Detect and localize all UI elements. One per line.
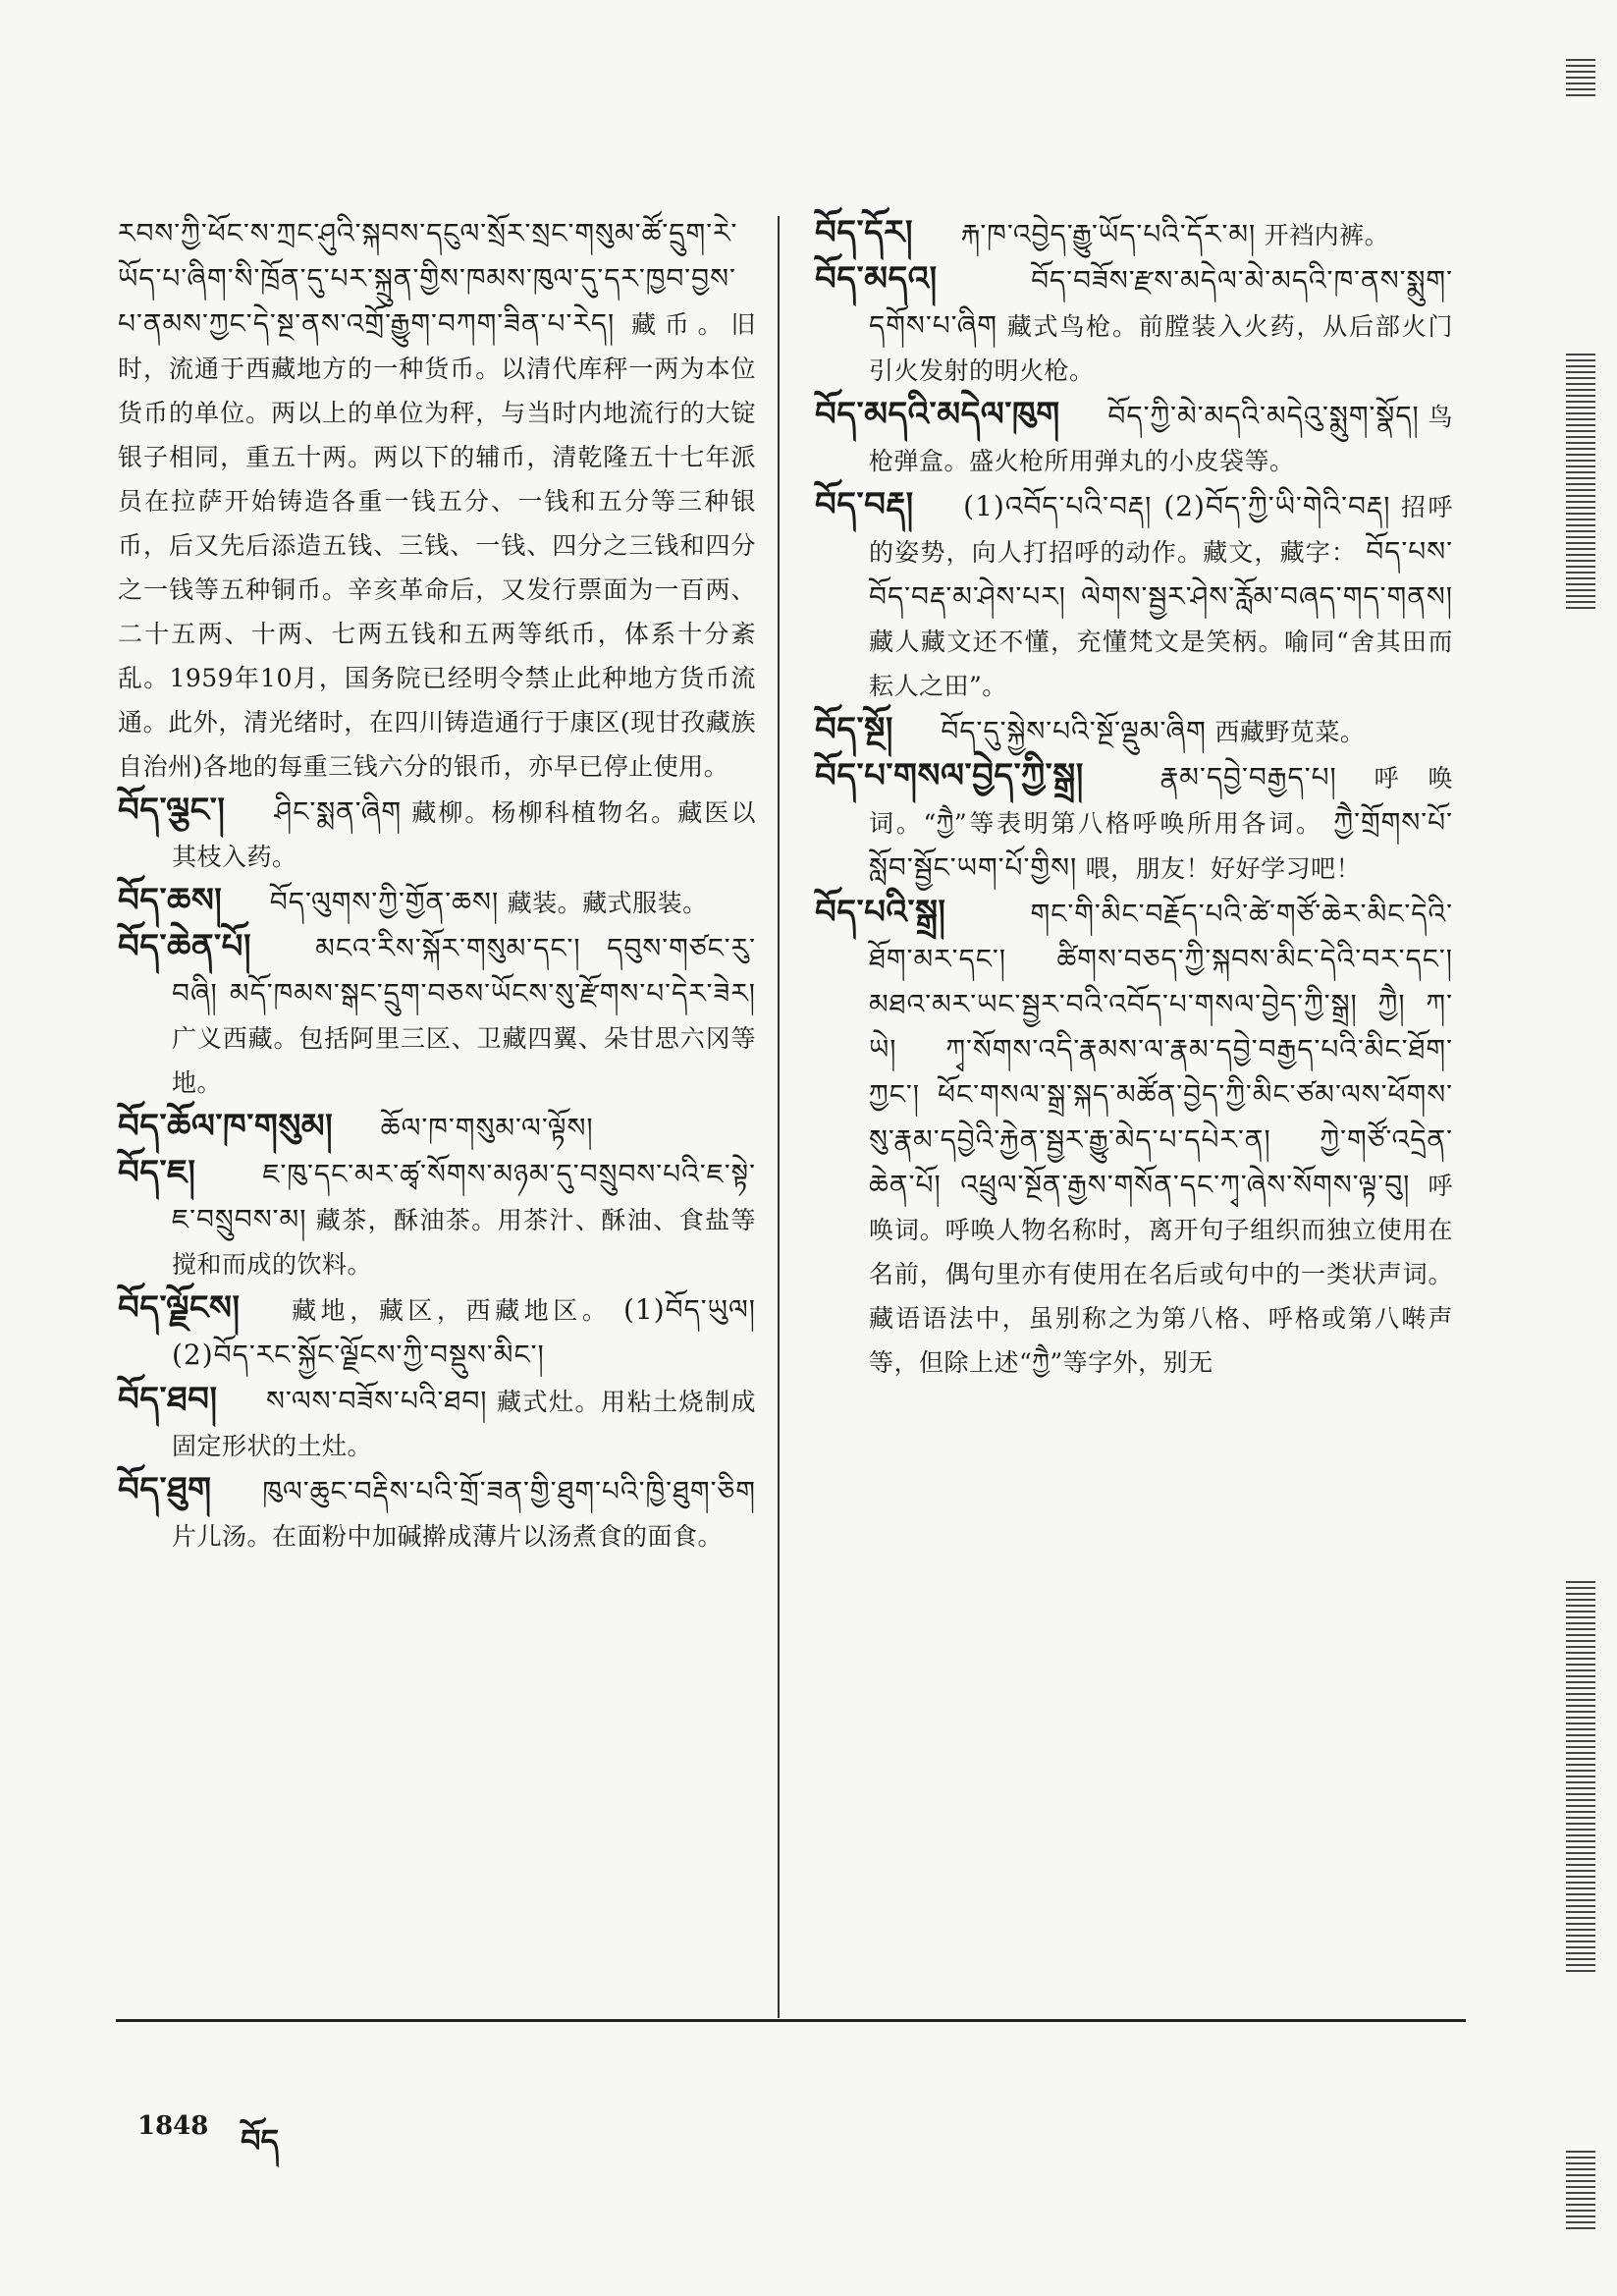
entry (118, 1151, 756, 1286)
entry-headword: བོད་ཆེན་པོ། (118, 927, 251, 966)
entry-headword: བོད་ཐུག (118, 1470, 212, 1509)
entry-tibetan-definition: ཇ་ཁུ་དང་མར་ཚྭ་སོགས་མཉམ་དུ་བསྲུབས་པའི་ཇ་སྟེ་ཇ་བསྲུབས་མ། (172, 1158, 756, 1235)
entry-tibetan-definition: རྐ་ཁ་འབྱེད་རྒྱུ་ཡོད་པའི་དོར་མ། (960, 218, 1257, 250)
entry (118, 1286, 756, 1378)
entry-tibetan-definition: (1)འབོད་པའི་བརྡ། (2)བོད་ཀྱི་ཡི་གེའི་བརྡ། (963, 490, 1391, 522)
entry-headword: བོད་ཐབ། (118, 1380, 218, 1419)
entry (815, 483, 1453, 708)
entry-chinese-definition: 片儿汤。在面粉中加碱擀成薄片以汤煮食的面食。 (172, 1522, 724, 1551)
entry (118, 1105, 756, 1151)
entry (118, 789, 756, 879)
entry-chinese-definition: 藏装。藏式服装。 (507, 889, 708, 917)
entry (815, 257, 1453, 393)
left-column (118, 211, 756, 1558)
entry-chinese-definition: 呼唤词。呼唤人物名称时，离开句子组织而独立使用在名前，偶句里亦有使用在名后或句中的一类状声词。藏语语法中，虽别称之为第八格、呼格或第八啭声等，但除上述“ཀྱཻ”等字外，别无 (869, 1172, 1453, 1377)
entry-chinese-example: 喂，朋友！好好学习吧！ (1085, 854, 1362, 883)
entry-headword: བོད་ལྗོངས། (118, 1288, 241, 1328)
entry-tibetan-definition: ཁུལ་ཆུང་བརྡིས་པའི་གྲོ་ཟན་གྱི་ཐུག་པའི་ཁྱི་ཐུག་ཅིག (262, 1475, 756, 1507)
continued-tibetan: རབས་ཀྱི་ཕོང་ས་ཀྲང་ཤུའི་སྐབས་དངུལ་སྲོར་སྲང་གསུམ་ཚོ་དྲུག་རེ་ཡོད་པ་ཞིག་སི་ཁྲོན་དུ་པར་སྐྲུན་གྱིས་ཁམས་ཁུལ་དུ་དར་ཁྱབ་བྱས་པ་ནམས་ཀྱང་དེ་སྔ་ནས་འགྲོ་རྒྱུག་བཀག་ཟིན་པ་རེད། (118, 217, 738, 340)
entry-tibetan-example: ཀྱཻ་གྲོགས་པོ་སློབ་སྦྱོང་ཡག་པོ་གྱིས། (869, 806, 1453, 884)
entry-tibetan-definition: བོད་དུ་སྐྱེས་པའི་སྔོ་ལྡུམ་ཞིག (941, 715, 1207, 747)
entry-headword: བོད་ཆོལ་ཁ་གསུམ། (118, 1107, 334, 1146)
entry-chinese-definition: 藏式鸟枪。前膛装入火药，从后部火门引火发射的明火枪。 (869, 312, 1453, 385)
running-head: བོད (241, 2122, 280, 2159)
entry-chinese-definition: 藏柳。杨柳科植物名。藏医以其枝入药。 (172, 798, 756, 871)
entry-headword: བོད་དོར། (815, 213, 914, 252)
entry (118, 879, 756, 925)
entry-tibetan-definition: བོད་ལུགས་ཀྱི་གྱོན་ཆས། (269, 886, 500, 918)
entry-headword: བོད་ལྕང་། (118, 791, 226, 830)
entry-headword: བོད་མདའ། (815, 259, 938, 299)
entry (118, 1378, 756, 1468)
scan-margin-marks (1566, 59, 1605, 2239)
entry (815, 891, 1453, 1385)
entry-chinese-definition: 藏地，藏区，西藏地区。 (292, 1296, 612, 1325)
entry-headword: བོད་སྔོ། (815, 710, 893, 749)
entry-tibetan-definition: ཤིང་སྨན་ཞིག (274, 795, 403, 828)
entry (815, 754, 1453, 891)
right-column (815, 211, 1453, 1385)
entry-tibetan-example: བོད་པས་བོད་བརྡ་མ་ཤེས་པར། ལེགས་སྦྱར་ཤེས་རློམ་བཞད་གད་གནས། (869, 535, 1453, 613)
entry-headword: བོད་པའི་སྒྲ། (815, 893, 946, 932)
entry (118, 925, 756, 1105)
entry-tibetan-definition: མངའ་རིས་སྐོར་གསུམ་དང་། དབུས་གཙང་རུ་བཞི། མདོ་ཁམས་སྒང་དྲུག་བཅས་ཡོངས་སུ་རྫོགས་པ་དེར་ཟེར། (172, 932, 756, 1010)
entry-headword: བོད་བརྡ། (815, 485, 914, 524)
entry (815, 708, 1453, 754)
entry-chinese-definition: 藏茶，酥油茶。用茶汁、酥油、食盐等搅和而成的饮料。 (172, 1206, 756, 1279)
column-divider (778, 216, 780, 2018)
entry-chinese-definition: 呼唤词。“ཀྱཻ”等表明第八格呼唤所用各词。 (869, 764, 1453, 838)
entry (815, 393, 1453, 483)
entry-chinese-definition: 西藏野苋菜。 (1214, 718, 1366, 746)
entry-tibetan-definition: རྣམ་དབྱེ་བརྒྱད་པ། (1159, 761, 1337, 793)
continued-chinese: 藏币。旧时，流通于西藏地方的一种货币。以清代库秤一两为本位货币的单位。两以上的单位为秤，与当时内地流行的大锭银子相同，重五十两。两以下的辅币，清乾隆五十七年派员在拉萨开始铸造各重一钱五分、一钱和五分等三种银币，后又先后添造五钱、三钱、一钱、四分之三钱和四分之一钱等五种铜币。辛亥革命后，又发行票面为一百两、二十五两、十两、七两五钱和五两等纸币，体系十分紊乱。1959年10月，国务院已经明令禁止此种地方货币流通。此外，清光绪时，在四川铸造通行于康区(现甘孜藏族自治州)各地的每重三钱六分的银币，亦早已停止使用。 (118, 310, 756, 781)
entry-tibetan-definition: ས་ལས་བཟོས་པའི་ཐབ། (265, 1385, 488, 1417)
entry-chinese-definition: 开裆内裤。 (1264, 221, 1390, 249)
entry-tibetan-definition: བོད་ཀྱི་མེ་མདའི་མདེའུ་སྨུག་སྣོད། (1107, 400, 1420, 432)
entry-chinese-definition: 招呼的姿势，向人打招呼的动作。藏文，藏字： (869, 493, 1453, 567)
entry-chinese-definition: 鸟枪弹盒。盛火枪所用弹丸的小皮袋等。 (869, 403, 1454, 475)
entry-tibetan-definition: (1)བོད་ཡུལ། (2)བོད་རང་སྐྱོང་ལྗོངས་ཀྱི་བསྡུས་མིང་། (172, 1293, 756, 1371)
entry-headword: བོད་པ་གསལ་བྱེད་ཀྱི་སྒྲ། (815, 756, 1084, 795)
entry-tibetan-definition: ཆོལ་ཁ་གསུམ་ལ་ལྟོས། (380, 1112, 594, 1144)
entry (118, 1468, 756, 1558)
entry-headword: བོད་ཇ། (118, 1153, 196, 1192)
entry-chinese-definition: 广义西藏。包括阿里三区、卫藏四翼、朵甘思六冈等地。 (172, 1024, 756, 1097)
entry (815, 211, 1453, 257)
entry-chinese-definition: 藏式灶。用粘土烧制成固定形状的土灶。 (172, 1388, 756, 1460)
footer-rule (116, 2019, 1466, 2022)
entry-tibetan-definition: བོད་བཟོས་རྫས་མདེལ་མེ་མདའི་ཁ་ནས་སྨུག་དགོས་པ་ཞིག (869, 264, 1453, 342)
entry-headword: བོད་མདའི་མདེལ་ཁུག (815, 395, 1060, 434)
entry-tibetan-definition: གང་གི་མིང་བརྗོད་པའི་ཚེ་གཙོ་ཆེར་མིང་དེའི་ཐོག་མར་དང་། ཚིགས་བཅད་ཀྱི་སྐབས་མིང་དེའི་བར་དང་། མཐའ་མར་ཡང་སྦྱར་བའི་འབོད་པ་གསལ་བྱེད་ཀྱི་སྒྲ། ཀྱཻ། ཀ་ཡེ། ཀྭ་སོགས་འདི་རྣམས་ལ་རྣམ་དབྱེ་བརྒྱད་པའི་མིང་ཐོག་ཀྱང་། ཕོང་གསལ་སྒྲ་སྐད་མཚོན་བྱེད་ཀྱི་མིང་ཙམ་ལས་ཕོགས་སུ་རྣམ་དབྱེའི་རྐྱེན་སྦྱར་རྒྱུ་མེད་པ་དཔེར་ན། ཀྱེ་གཙོ་འདྲེན་ཆེན་པོ། འཕྲུལ་སྔོན་རྒྱས་གསོན་དང་ཀྭ་ཞེས་སོགས་ལྟ་བུ། (869, 898, 1453, 1201)
entry-chinese-example: 藏人藏文还不懂，充懂梵文是笑柄。喻同“舍其田而耘人之田”。 (869, 628, 1453, 700)
entry-headword: བོད་ཆས། (118, 881, 223, 920)
continued-entry (118, 211, 756, 789)
page-number: 1848 (137, 2111, 209, 2141)
